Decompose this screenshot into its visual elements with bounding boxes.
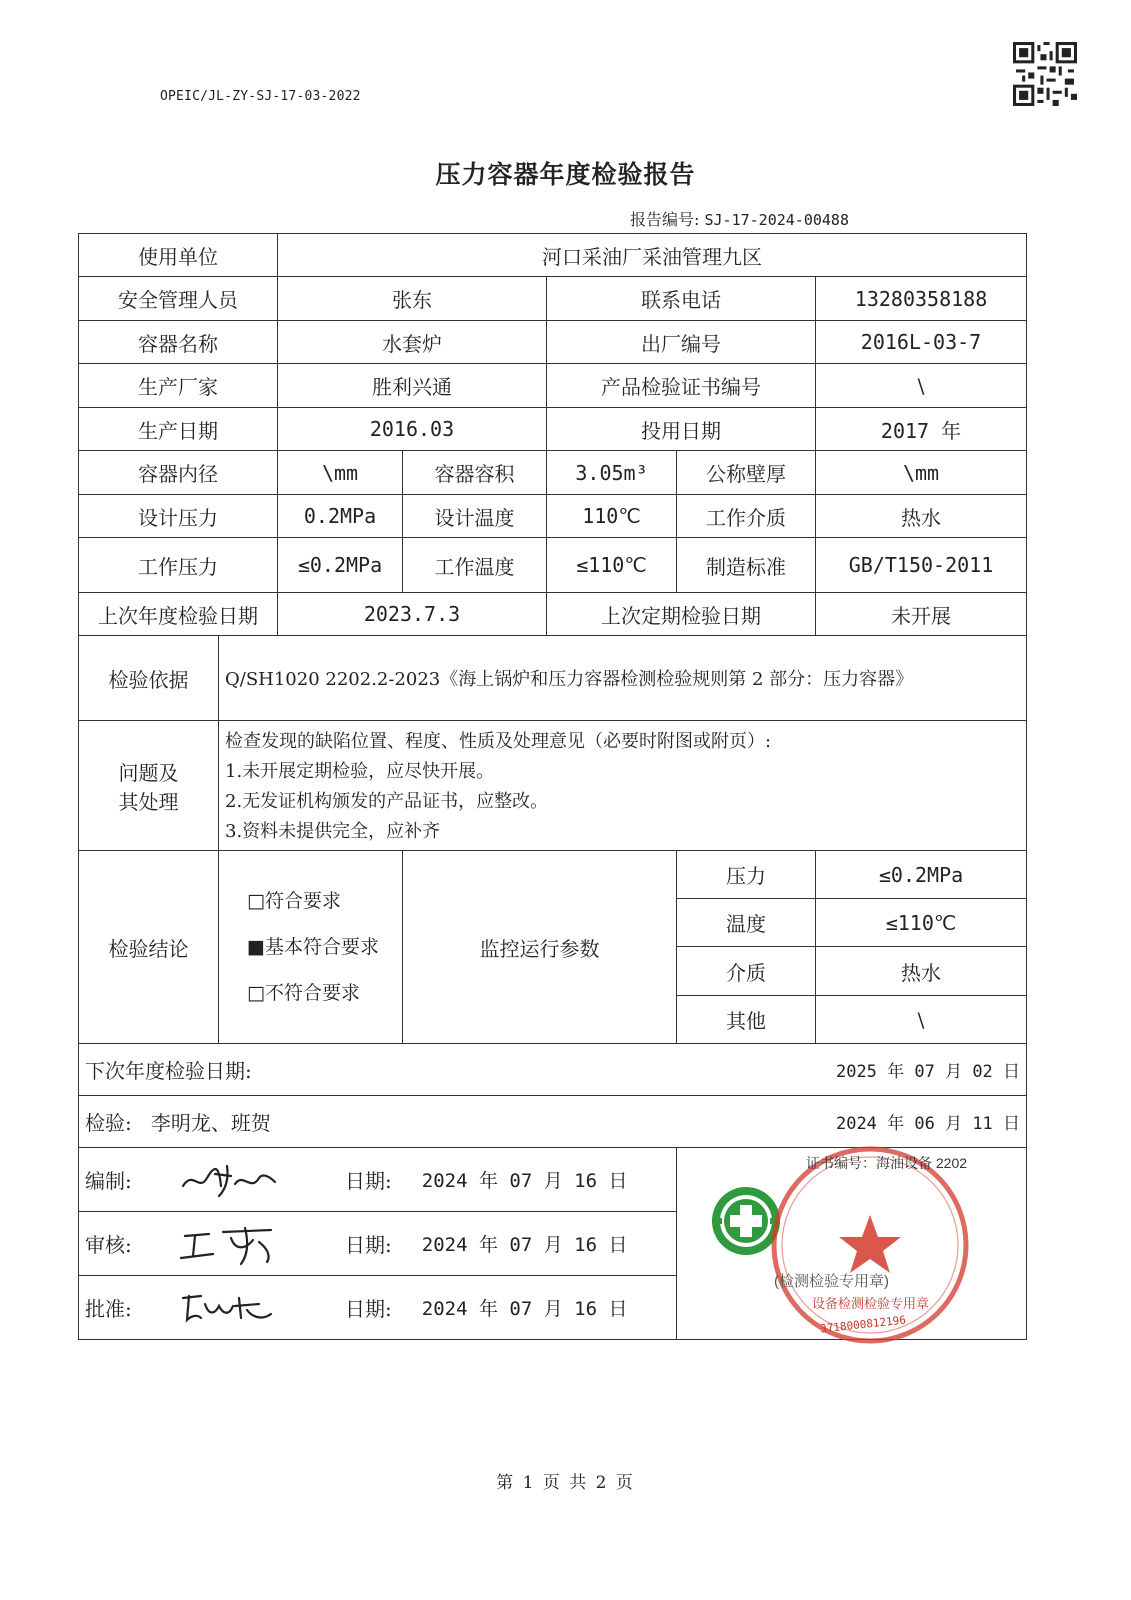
row-inner-diameter: [79, 451, 1027, 495]
safety-manager-value: 张东: [278, 277, 547, 321]
report-number: [630, 207, 849, 230]
product-cert-label: 产品检验证书编号: [547, 364, 816, 408]
medium-value: 热水: [816, 495, 1027, 538]
vessel-name-value: 水套炉: [278, 321, 547, 364]
signoff-date: 2024 年 07 月 16 日: [421, 1298, 628, 1320]
next-inspection-label: 下次年度检验日期:: [85, 1059, 252, 1083]
signoff-date-label: 日期:: [345, 1169, 392, 1193]
row-issues: [79, 721, 1027, 851]
factory-no-label: 出厂编号: [547, 321, 816, 364]
qr-code-icon: [1013, 42, 1077, 106]
unchecked-box-icon: □: [247, 982, 265, 1004]
signature-approved: [175, 1284, 285, 1332]
design-pressure-value: 0.2MPa: [278, 495, 403, 538]
wall-thickness-value: \mm: [816, 451, 1027, 495]
safety-manager-label: 安全管理人员: [79, 277, 278, 321]
param-name: 温度: [677, 899, 816, 947]
option-compliant: [225, 878, 396, 924]
option-noncompliant: [225, 970, 396, 1016]
row-work-pressure: [79, 538, 1027, 593]
work-temp-label: 工作温度: [403, 538, 547, 593]
option-basically-compliant: [225, 924, 396, 970]
basis-value: Q/SH1020 2202.2-2023《海上锅炉和压力容器检测检验规则第 2 部分：压力容器》: [219, 636, 1027, 721]
row-next-inspection: [79, 1044, 1027, 1096]
manufacturer-label: 生产厂家: [79, 364, 278, 408]
monitor-params-label: 监控运行参数: [403, 851, 677, 1044]
volume-value: 3.05m³: [547, 451, 677, 495]
stamp-label: (检测检验专用章): [774, 1273, 889, 1290]
param-name: 介质: [677, 947, 816, 996]
param-value: ≤0.2MPa: [816, 851, 1027, 899]
param-name: 压力: [677, 851, 816, 899]
work-pressure-label: 工作压力: [79, 538, 278, 593]
inspection-date: 2024 年 06 月 11 日: [835, 1114, 1021, 1134]
user-unit-label: 使用单位: [79, 234, 278, 277]
official-stamp-icon: [774, 1149, 966, 1341]
row-last-inspection: [79, 593, 1027, 636]
row-conclusion-1: [79, 851, 1027, 899]
wall-thickness-label: 公称壁厚: [677, 451, 816, 495]
signoff-date-label: 日期:: [345, 1233, 392, 1257]
user-unit-value: 河口采油厂采油管理九区: [278, 234, 1027, 277]
signoff-date: 2024 年 07 月 16 日: [421, 1170, 628, 1192]
checked-box-icon: ■: [247, 936, 265, 958]
standard-label: 制造标准: [677, 538, 816, 593]
form-code: OPEIC/JL-ZY-SJ-17-03-2022: [160, 89, 361, 104]
option-compliant-label: 符合要求: [264, 890, 341, 912]
signature-prepared: [175, 1156, 285, 1204]
commissioning-date-label: 投用日期: [547, 408, 816, 451]
signoff-date-label: 日期:: [345, 1297, 392, 1321]
page-title: 压力容器年度检验报告: [435, 160, 696, 189]
param-value: 热水: [816, 947, 1027, 996]
volume-label: 容器容积: [403, 451, 547, 495]
inspection-label: 检验:: [85, 1111, 132, 1135]
stamp-label-red: 设备检测检验专用章: [812, 1296, 930, 1311]
issues-content: [219, 721, 1027, 851]
issue-item: 3.资料未提供完全，应补齐: [225, 821, 441, 842]
medium-label: 工作介质: [677, 495, 816, 538]
issues-label-line1: 问题及: [118, 760, 179, 785]
inner-diameter-value: \mm: [278, 451, 403, 495]
commissioning-date-value: 2017 年: [816, 408, 1027, 451]
last-periodic-label: 上次定期检验日期: [547, 593, 816, 636]
work-temp-value: ≤110℃: [547, 538, 677, 593]
row-production-date: [79, 408, 1027, 451]
issues-label-line2: 其处理: [118, 789, 179, 814]
param-value: \: [816, 996, 1027, 1044]
issues-intro: 检查发现的缺陷位置、程度、性质及处理意见（必要时附图或附页）:: [225, 731, 772, 752]
signoff-role: 编制:: [85, 1169, 132, 1193]
option-basically-compliant-label: 基本符合要求: [264, 936, 379, 958]
signoff-role: 审核:: [85, 1233, 132, 1257]
last-annual-value: 2023.7.3: [278, 593, 547, 636]
row-user-unit: [79, 234, 1027, 277]
inner-diameter-label: 容器内径: [79, 451, 278, 495]
unchecked-box-icon: □: [247, 890, 265, 912]
signature-reviewed: [175, 1220, 285, 1268]
stamp-code: 3718000812196: [819, 1313, 907, 1336]
row-basis: [79, 636, 1027, 721]
conclusion-options: [219, 851, 403, 1044]
design-temp-label: 设计温度: [403, 495, 547, 538]
design-pressure-label: 设计压力: [79, 495, 278, 538]
vessel-name-label: 容器名称: [79, 321, 278, 364]
design-temp-value: 110℃: [547, 495, 677, 538]
param-value: ≤110℃: [816, 899, 1027, 947]
next-inspection-date: 2025 年 07 月 02 日: [835, 1062, 1021, 1082]
standard-value: GB/T150-2011: [816, 538, 1027, 593]
inspectors: 李明龙、班贺: [150, 1111, 271, 1135]
signoff-date: 2024 年 07 月 16 日: [421, 1234, 628, 1256]
issues-label: [79, 721, 219, 851]
row-safety-manager: [79, 277, 1027, 321]
work-pressure-value: ≤0.2MPa: [278, 538, 403, 593]
row-manufacturer: [79, 364, 1027, 408]
issue-item: 2.无发证机构颁发的产品证书，应整改。: [225, 791, 549, 812]
report-number-value: SJ-17-2024-00488: [704, 211, 849, 229]
phone-label: 联系电话: [547, 277, 816, 321]
signoff-role: 批准:: [85, 1297, 132, 1321]
organization-logo-icon: [712, 1187, 780, 1255]
param-name: 其他: [677, 996, 816, 1044]
manufacturer-value: 胜利兴通: [278, 364, 547, 408]
page-number: 第 1 页 共 2 页: [496, 1473, 635, 1493]
conclusion-label: 检验结论: [79, 851, 219, 1044]
issue-item: 1.未开展定期检验，应尽快开展。: [225, 761, 495, 782]
row-design-pressure: [79, 495, 1027, 538]
production-date-label: 生产日期: [79, 408, 278, 451]
last-annual-label: 上次年度检验日期: [79, 593, 278, 636]
row-vessel-name: [79, 321, 1027, 364]
last-periodic-value: 未开展: [816, 593, 1027, 636]
option-noncompliant-label: 不符合要求: [264, 982, 360, 1004]
report-number-label: 报告编号:: [630, 210, 700, 229]
product-cert-value: \: [816, 364, 1027, 408]
certificate-number: 证书编号：海油设备 2202: [806, 1155, 968, 1171]
production-date-value: 2016.03: [278, 408, 547, 451]
phone-value: 13280358188: [816, 277, 1027, 321]
factory-no-value: 2016L-03-7: [816, 321, 1027, 364]
basis-label: 检验依据: [79, 636, 219, 721]
